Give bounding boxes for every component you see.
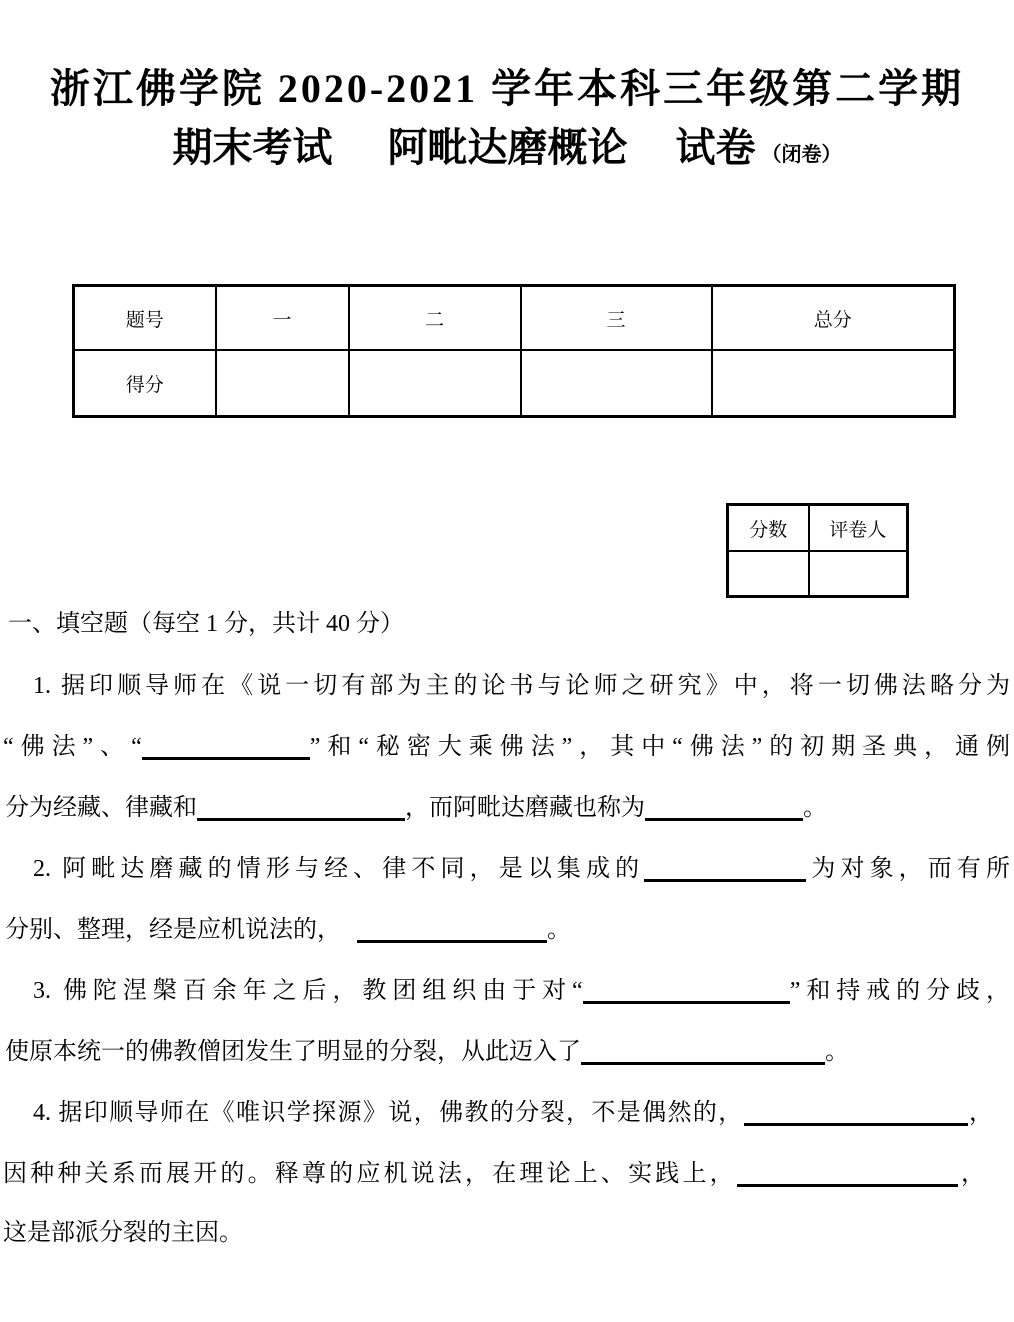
question-3-line-1 bbox=[33, 974, 1010, 1008]
exam-session-label: 期末考试 bbox=[172, 125, 333, 170]
question-1-text: ，而阿毗达磨藏也称为 bbox=[405, 795, 645, 821]
score-table-header-q3: 三 bbox=[521, 286, 712, 351]
score-table-header-q2: 二 bbox=[349, 286, 521, 351]
question-2-text: 分别、整理，经是应机说法的， bbox=[5, 917, 341, 943]
score-cell-q2 bbox=[349, 350, 521, 417]
question-4-text: 4. 据印顺导师在《唯识学探源》说，佛教的分裂，不是偶然的， bbox=[33, 1100, 744, 1126]
question-4-line-3: 这是部派分裂的主因。 bbox=[3, 1220, 243, 1246]
score-cell-total bbox=[712, 350, 955, 417]
grader-name-cell bbox=[809, 551, 908, 597]
question-3-text: ”和持戒的分歧， bbox=[789, 978, 1011, 1004]
exam-title-line2 bbox=[0, 116, 1014, 173]
score-table-header-total: 总分 bbox=[712, 286, 955, 351]
question-1-text: ”和“秘密大乘佛法”，其中“佛法”的初期圣典，通例 bbox=[309, 734, 1010, 760]
question-4-line-2 bbox=[3, 1157, 985, 1191]
score-table-header-q1: 一 bbox=[216, 286, 349, 351]
blank-underline bbox=[197, 794, 405, 821]
question-2-text: 2. 阿毗达磨藏的情形与经、律不同，是以集成的 bbox=[33, 856, 645, 882]
blank-underline bbox=[644, 855, 806, 882]
question-2-text: 为对象，而有所 bbox=[806, 856, 1010, 882]
blank-underline bbox=[142, 733, 310, 760]
blank-underline bbox=[737, 1160, 958, 1187]
blank-underline bbox=[583, 977, 790, 1004]
question-3-line-2 bbox=[5, 1035, 849, 1069]
course-name: 阿毗达磨概论 bbox=[387, 125, 628, 170]
question-4-text: ， bbox=[967, 1100, 994, 1126]
question-4-text: 因种种关系而展开的。释尊的应机说法，在理论上、实践上， bbox=[3, 1161, 737, 1187]
question-1-line-1: 1. 据印顺导师在《说一切有部为主的论书与论师之研究》中，将一切佛法略分为 bbox=[33, 673, 1010, 699]
score-table bbox=[72, 284, 956, 418]
question-4-text: ， bbox=[957, 1161, 986, 1187]
question-2-text: 。 bbox=[547, 917, 571, 943]
exam-title-line1: 浙江佛学院 2020-2021 学年本科三年级第二学期 bbox=[49, 66, 965, 111]
question-3-text: 使原本统一的佛教僧团发生了明显的分裂，从此迈入了 bbox=[5, 1039, 581, 1065]
score-cell-q3 bbox=[521, 350, 712, 417]
grader-table bbox=[726, 503, 909, 598]
blank-underline bbox=[645, 794, 803, 821]
section-heading: 一、填空题（每空 1 分，共计 40 分） bbox=[8, 611, 404, 637]
grader-score-cell bbox=[728, 551, 809, 597]
score-row-label: 得分 bbox=[74, 350, 216, 417]
grader-table-label-grader: 评卷人 bbox=[809, 505, 908, 552]
question-1-line-2 bbox=[3, 730, 1010, 764]
question-3-text: 。 bbox=[825, 1039, 849, 1065]
grader-table-label-score: 分数 bbox=[728, 505, 809, 552]
closed-book-note: （闭卷） bbox=[761, 144, 842, 166]
question-1-line-3 bbox=[5, 791, 827, 825]
question-2-line-1 bbox=[33, 852, 1010, 886]
score-table-label-question-number: 题号 bbox=[74, 286, 216, 351]
blank-underline bbox=[581, 1038, 825, 1065]
question-4-line-1 bbox=[33, 1096, 993, 1130]
paper-label: 试卷 bbox=[675, 125, 756, 170]
score-cell-q1 bbox=[216, 350, 349, 417]
question-2-line-2 bbox=[5, 913, 571, 947]
blank-underline bbox=[357, 916, 547, 943]
blank-underline bbox=[744, 1099, 968, 1126]
question-1-text: 。 bbox=[803, 795, 827, 821]
question-1-text: 分为经藏、律藏和 bbox=[5, 795, 197, 821]
question-3-text: 3. 佛陀涅槃百余年之后，教团组织由于对“ bbox=[33, 978, 583, 1004]
question-1-text: “佛法”、“ bbox=[3, 734, 142, 760]
